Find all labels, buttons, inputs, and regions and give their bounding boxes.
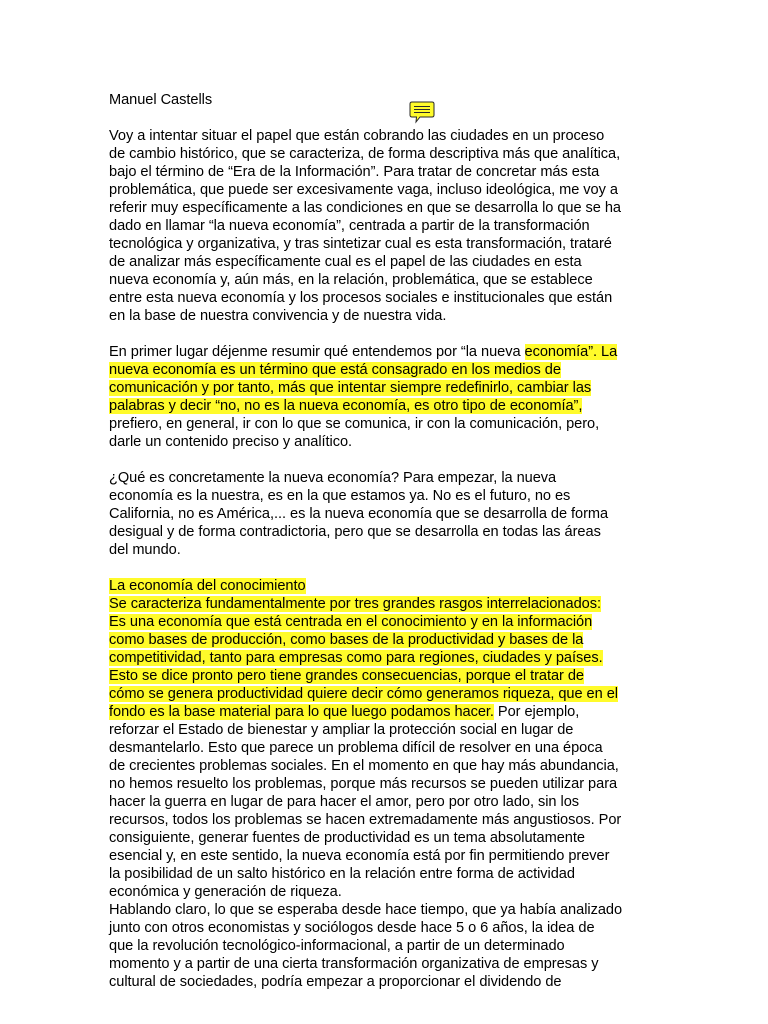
text-line [109, 379, 669, 397]
text-line: dado en llamar “la nueva economía”, centrada a partir de la transformación [109, 218, 590, 234]
text-line [109, 685, 669, 703]
text-line: de analizar más específicamente cual es el papel de las ciudades en esta [109, 254, 582, 270]
text-line: hacer la guerra en lugar de para hacer el amor, pero por otro lado, sin los [109, 794, 580, 810]
highlighted-text: Se caracteriza fundamentalmente por tres grandes rasgos interrelacionados: [109, 596, 601, 612]
paragraph-gap [109, 325, 669, 343]
highlighted-text: cómo se genera productividad quiere decir cómo generamos riqueza, que en el [109, 686, 618, 702]
highlighted-text: como bases de producción, como bases de la productividad y bases de la [109, 632, 584, 648]
text-line: en la base de nuestra convivencia y de nuestra vida. [109, 308, 447, 324]
text-line [109, 667, 669, 685]
text-segment: Por ejemplo, [493, 704, 580, 720]
text-line: Hablando claro, lo que se esperaba desde hace tiempo, que ya había analizado [109, 902, 623, 918]
text-line: California, no es América,... es la nueva economía que se desarrolla de forma [109, 506, 609, 522]
text-line: bajo el término de “Era de la Información”. Para tratar de concretar más esta [109, 164, 600, 180]
text-line: tecnológica y organizativa, y tras sintetizar cual es esta transformación, trataré [109, 236, 612, 252]
text-line: cultural de sociedades, podría empezar a proporcionar el dividendo de [109, 974, 562, 990]
text-line [109, 649, 669, 667]
text-line [109, 361, 669, 379]
highlighted-text: competitividad, tanto para empresas como para regiones, ciudades y países. [109, 650, 603, 666]
text-line: de cambio histórico, que se caracteriza, de forma descriptiva más que analítica, [109, 146, 621, 162]
author-line: Manuel Castells [109, 92, 213, 108]
text-line [109, 397, 669, 415]
text-line: referir muy específicamente a las condiciones en que se desarrolla lo que se ha [109, 200, 621, 216]
paragraph-4 [109, 577, 669, 991]
text-line: no hemos resuelto los problemas, porque más recursos se pueden utilizar para [109, 776, 618, 792]
text-line: nueva economía y, aún más, en la relación, problemática, que se establece [109, 272, 593, 288]
text-line: del mundo. [109, 542, 181, 558]
text-line: reforzar el Estado de bienestar y ampliar la protección social en lugar de [109, 722, 574, 738]
text-line: darle un contenido preciso y analítico. [109, 434, 353, 450]
text-line: junto con otros economistas y sociólogos desde hace 5 o 6 años, la idea de [109, 920, 595, 936]
paragraph-gap [109, 451, 669, 469]
text-line: momento y a partir de una cierta transformación organizativa de empresas y [109, 956, 599, 972]
text-line [109, 595, 669, 613]
text-line [109, 703, 669, 721]
highlighted-text: fondo es la base material para lo que luego podamos hacer. [109, 704, 494, 720]
paragraph-2 [109, 343, 669, 451]
document-body [109, 91, 669, 991]
paragraph-3 [109, 469, 669, 559]
highlighted-text: Esto se dice pronto pero tiene grandes consecuencias, porque el tratar de [109, 668, 585, 684]
paragraph-gap [109, 559, 669, 577]
highlighted-text: Es una economía que está centrada en el conocimiento y en la información [109, 614, 593, 630]
text-line: desigual y de forma contradictoria, pero que se desarrolla en todas las áreas [109, 524, 601, 540]
paragraph-gap [109, 109, 669, 127]
text-line [109, 631, 669, 649]
highlighted-text: La economía del conocimiento [109, 578, 306, 594]
highlighted-text: economía”. La [524, 344, 618, 360]
text-line: que la revolución tecnológico-informacional, a partir de un determinado [109, 938, 565, 954]
text-line: consiguiente, generar fuentes de productividad es un tema absolutamente [109, 830, 585, 846]
text-line: entre esta nueva economía y los procesos sociales e institucionales que están [109, 290, 613, 306]
highlighted-text: nueva economía es un término que está consagrado en los medios de [109, 362, 561, 378]
text-line: prefiero, en general, ir con lo que se comunica, ir con la comunicación, pero, [109, 416, 600, 432]
text-line: economía es la nuestra, es en la que estamos ya. No es el futuro, no es [109, 488, 571, 504]
text-line: ¿Qué es concretamente la nueva economía? Para empezar, la nueva [109, 470, 557, 486]
text-line [109, 343, 669, 361]
text-line: económica y generación de riqueza. [109, 884, 342, 900]
highlighted-text: palabras y decir “no, no es la nueva economía, es otro tipo de economía”, [109, 398, 583, 414]
highlighted-text: comunicación y por tanto, más que intentar siempre redefinirlo, cambiar las [109, 380, 592, 396]
text-line: recursos, todos los problemas se hacen extremadamente más angustiosos. Por [109, 812, 622, 828]
text-line: la posibilidad de un salto histórico en la relación entre forma de actividad [109, 866, 575, 882]
text-line: Voy a intentar situar el papel que están cobrando las ciudades en un proceso [109, 128, 605, 144]
text-line [109, 577, 669, 595]
text-line: de crecientes problemas sociales. En el momento en que hay más abundancia, [109, 758, 619, 774]
text-line: esencial y, en este sentido, la nueva economía está por fin permitiendo prever [109, 848, 610, 864]
text-line [109, 613, 669, 631]
paragraph-1 [109, 127, 669, 325]
text-segment: En primer lugar déjenme resumir qué entendemos por “la nueva [109, 344, 525, 360]
text-line: desmantelarlo. Esto que parece un problema difícil de resolver en una época [109, 740, 603, 756]
text-line: problemática, que puede ser excesivamente vaga, incluso ideológica, me voy a [109, 182, 618, 198]
